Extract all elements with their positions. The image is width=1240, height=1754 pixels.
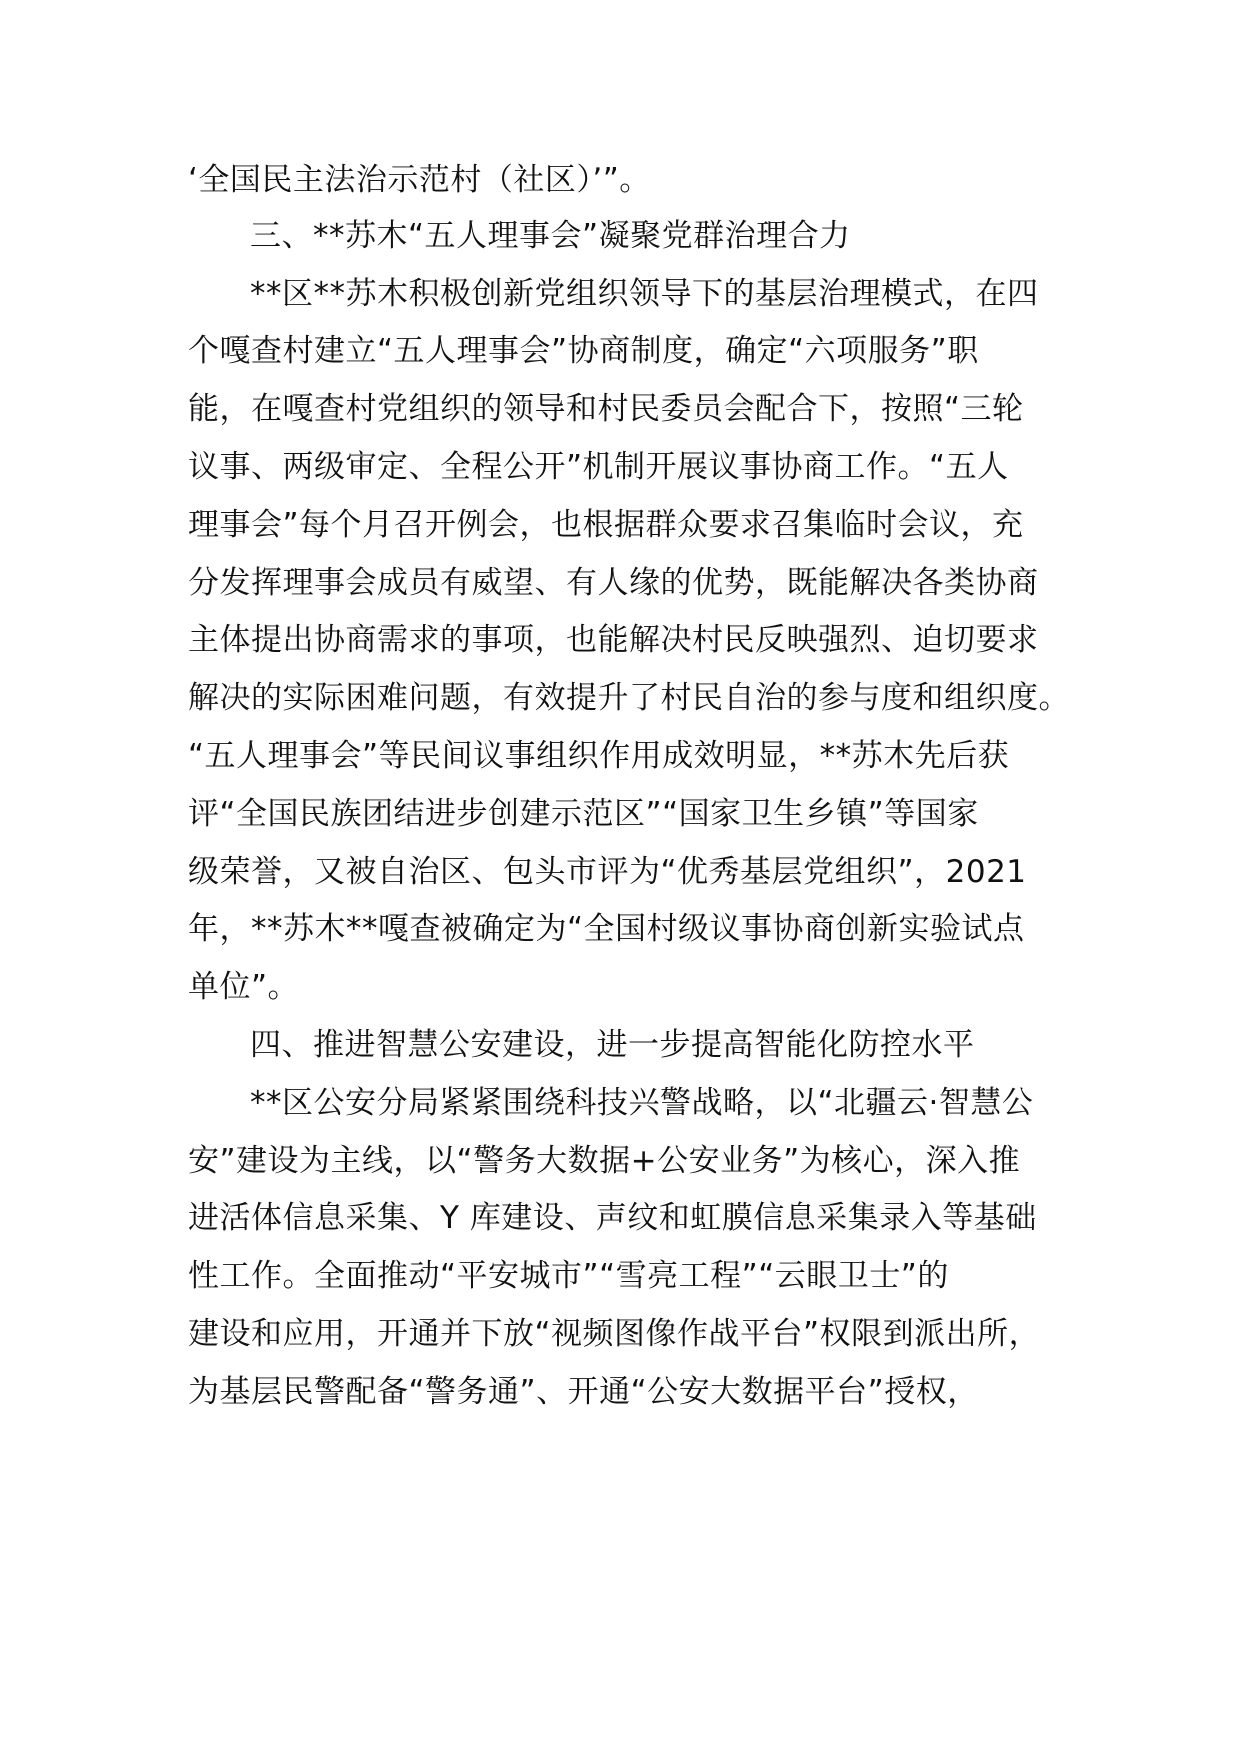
section-heading: 三、**苏木“五人理事会”凝聚党群治理合力 (250, 218, 851, 254)
text-line: 进活体信息采集、Y 库建设、声纹和虹膜信息采集录入等基础 (188, 1200, 1037, 1236)
text-line: 年，**苏木**嘎查被确定为“全国村级议事协商创新实验试点 (188, 911, 1025, 947)
text-line: 单位”。 (188, 969, 300, 1005)
text-line: 解决的实际困难问题，有效提升了村民自治的参与度和组织度。 (188, 680, 1070, 716)
text-line: 个嘎查村建立“五人理事会”协商制度，确定“六项服务”职 (188, 333, 979, 369)
text-line: 级荣誉，又被自治区、包头市评为“优秀基层党组织”，2021 (188, 854, 1027, 890)
text-line: 理事会”每个月召开例会，也根据群众要求召集临时会议，充 (188, 507, 1024, 543)
text-line: 建设和应用，开通并下放“视频图像作战平台”权限到派出所， (188, 1316, 1041, 1352)
text-line: 安”建设为主线，以“警务大数据+公安业务”为核心，深入推 (188, 1143, 1021, 1179)
text-line: **区**苏木积极创新党组织领导下的基层治理模式，在四 (250, 276, 1039, 312)
text-line: 为基层民警配备“警务通”、开通“公安大数据平台”授权， (188, 1374, 979, 1410)
text-line: ‘全国民主法治示范村（社区）’”。 (188, 162, 651, 198)
text-line: 评“全国民族团结进步创建示范区”“国家卫生乡镇”等国家 (188, 796, 979, 832)
text-line: 性工作。全面推动“平安城市”“雪亮工程”“云眼卫士”的 (188, 1258, 949, 1294)
text-line: 分发挥理事会成员有威望、有人缘的优势，既能解决各类协商 (188, 565, 1039, 601)
section-heading: 四、推进智慧公安建设，进一步提高智能化防控水平 (250, 1027, 975, 1063)
text-line: 议事、两级审定、全程公开”机制开展议事协商工作。“五人 (188, 449, 1009, 485)
text-line: 能，在嘎查村党组织的领导和村民委员会配合下，按照“三轮 (188, 391, 1024, 427)
text-line: **区公安分局紧紧围绕科技兴警战略，以“北疆云·智慧公 (250, 1085, 1034, 1121)
text-line: 主体提出协商需求的事项，也能解决村民反映强烈、迫切要求 (188, 622, 1039, 658)
text-line: “五人理事会”等民间议事组织作用成效明显，**苏木先后获 (188, 738, 1010, 774)
